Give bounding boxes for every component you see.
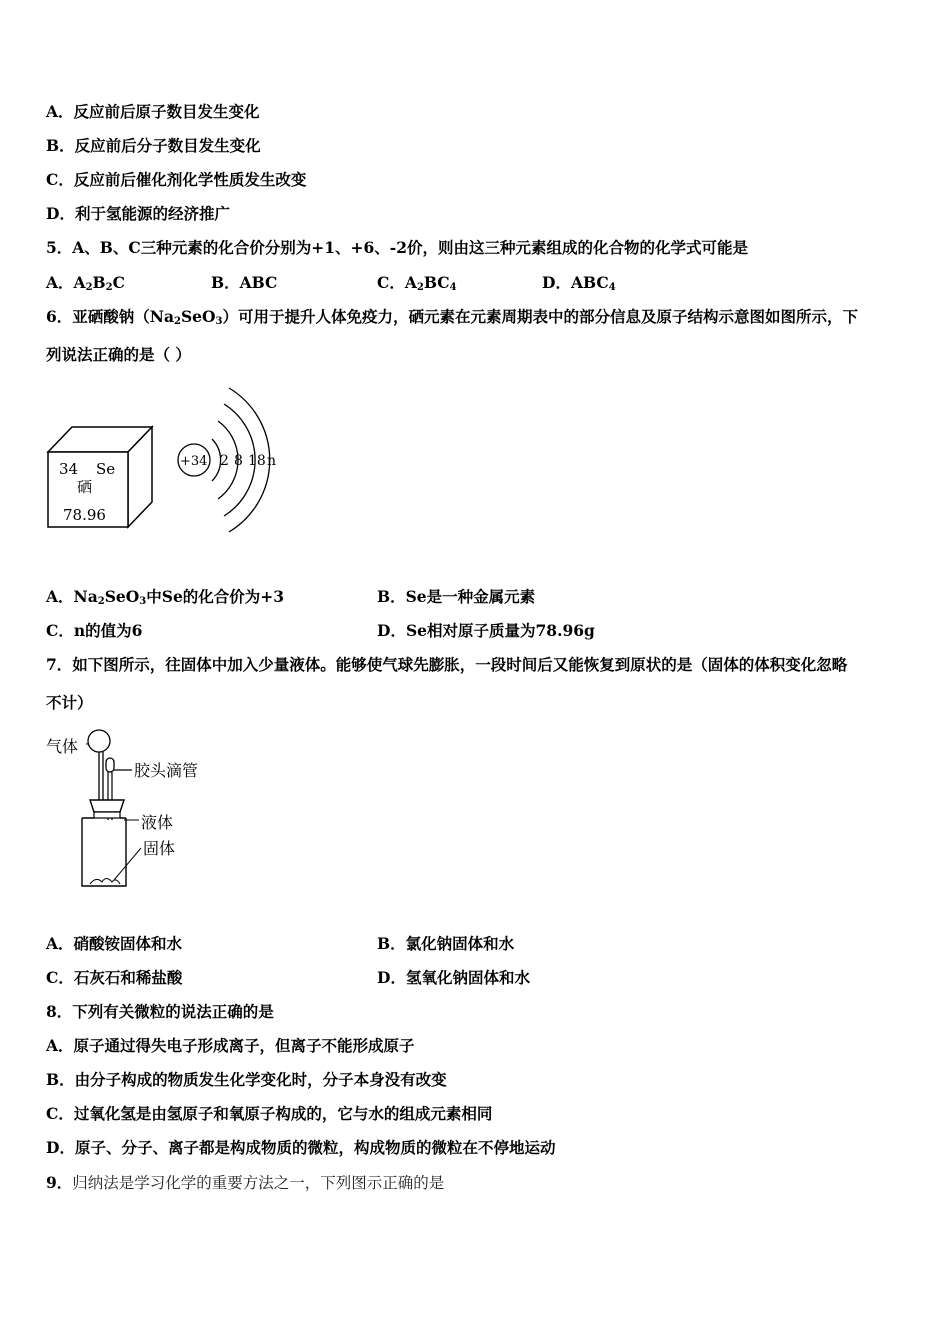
q7-option-d: D．氢氧化钠固体和水 — [377, 968, 530, 987]
q4-option-b: B．反应前后分子数目发生变化 — [46, 136, 261, 155]
q6-option-d: D．Se相对原子质量为78.96g — [377, 621, 595, 640]
q5-option-a: A．$A_2B_2C$ — [46, 273, 125, 293]
element-name: 硒 — [77, 478, 93, 496]
nucleus-charge: +34 — [180, 454, 208, 469]
label-dropper: 胶头滴管 — [134, 761, 199, 780]
q6-option-a: A．$Na_2SeO_3$中Se的化合价为+3 — [46, 587, 285, 607]
balloon — [88, 730, 110, 752]
q9-number: 9． — [46, 1173, 73, 1192]
q7-stem-line2: 不计） — [46, 693, 93, 712]
q7-option-a: A．硝酸铵固体和水 — [46, 934, 183, 953]
q8-stem: 8．下列有关微粒的说法正确的是 — [46, 1002, 274, 1021]
label-liquid: 液体 — [141, 813, 174, 832]
atom-structure-figure — [172, 384, 287, 540]
shell-electrons-4: n — [267, 453, 277, 469]
q5-option-c: C．$A_2BC_4$ — [377, 273, 457, 293]
q5-option-d: D．$ABC_4$ — [542, 273, 616, 293]
q5-options — [46, 273, 616, 293]
q8-option-c: C．过氧化氢是由氢原子和氧原子构成的，它与水的组成元素相同 — [46, 1104, 493, 1123]
label-gas: 气体 — [46, 737, 79, 756]
q5-option-b: B．ABC — [211, 273, 278, 292]
q8-option-a: A．原子通过得失电子形成离子，但离子不能形成原子 — [46, 1036, 415, 1055]
bottle — [82, 818, 126, 886]
q6-option-c: C．n的值为6 — [46, 621, 143, 640]
stopper — [90, 800, 124, 812]
shell-electrons-2: 8 — [234, 453, 243, 469]
q4-option-a: A．反应前后原子数目发生变化 — [46, 102, 260, 121]
q9-text: 归纳法是学习化学的重要方法之一，下列图示正确的是 — [72, 1174, 445, 1192]
label-solid: 固体 — [143, 839, 176, 858]
element-card-figure — [44, 424, 158, 532]
q6-option-b: B．Se是一种金属元素 — [377, 587, 536, 606]
element-atomic-mass: 78.96 — [63, 506, 106, 524]
q7-stem-line1: 7．如下图所示，往固体中加入少量液体。能够使气球先膨胀，一段时间后又能恢复到原状的是（固体的体积变化忽略 — [46, 655, 848, 674]
q8-option-b: B．由分子构成的物质发生化学变化时，分子本身没有改变 — [46, 1070, 447, 1089]
solid-leader-line — [114, 848, 141, 880]
apparatus-figure — [46, 728, 226, 896]
solid-particles — [90, 879, 120, 885]
q7-option-c: C．石灰石和稀盐酸 — [46, 968, 183, 987]
q8-option-d: D．原子、分子、离子都是构成物质的微粒，构成物质的微粒在不停地运动 — [46, 1138, 556, 1157]
element-atomic-number: 34 — [59, 460, 79, 478]
shell-electrons-1: 2 — [220, 453, 229, 469]
q9-stem — [46, 1173, 444, 1193]
dropper-bulb — [106, 758, 114, 772]
q7-option-b: B．氯化钠固体和水 — [377, 934, 515, 953]
q5-stem: 5．A、B、C三种元素的化合价分别为+1、+6、-2价，则由这三种元素组成的化合物的化学式可能是 — [46, 238, 749, 257]
q4-option-d: D．利于氢能源的经济推广 — [46, 204, 230, 223]
q6-stem-line2: 列说法正确的是（ ） — [46, 345, 191, 364]
q4-option-c: C．反应前后催化剂化学性质发生改变 — [46, 170, 307, 189]
element-symbol: Se — [96, 460, 116, 478]
q6-stem-line1: 6．亚硒酸钠$(Na_2SeO_3)$可用于提升人体免疫力，硒元素在元素周期表中的部分信息及原子结构示意图如图所示，下 — [46, 307, 859, 327]
shell-electrons-3: 18 — [248, 453, 266, 469]
